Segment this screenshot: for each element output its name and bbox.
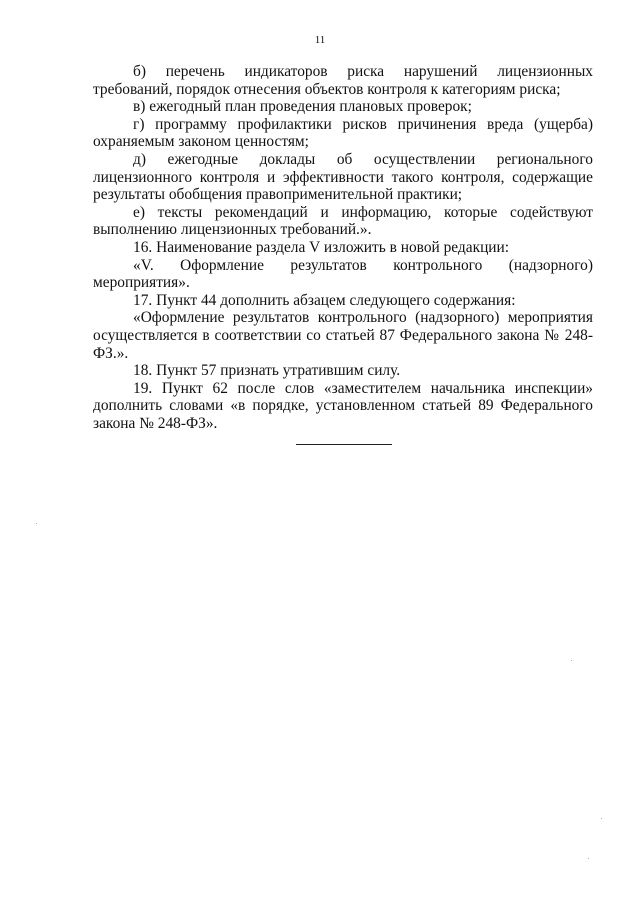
paragraph-d-annual-reports: д) ежегодные доклады об осуществлении регионального лицензионного контроля и эффективности такого контроля, содержащие результаты обобщения правоприменительной практики; — [93, 150, 593, 204]
separator-line — [296, 444, 392, 445]
paragraph-g-prevention-program: г) программу профилактики рисков причинения вреда (ущерба) охраняемым законом ценностям; — [93, 115, 593, 151]
section-v-title: «V. Оформление результатов контрольного (надзорного) мероприятия». — [93, 256, 593, 292]
document-body — [93, 63, 593, 432]
scan-speck — [36, 523, 37, 524]
item-16: 16. Наименование раздела V изложить в новой редакции: — [133, 238, 510, 256]
paragraph-e-recommendations: е) тексты рекомендаций и информацию, которые содействуют выполнению лицензионных требований.». — [93, 203, 593, 239]
scan-speck — [601, 818, 602, 819]
paragraph-b-risk-indicators: б) перечень индикаторов риска нарушений лицензионных требований, порядок отнесения объектов контроля к категориям риска; — [93, 63, 593, 98]
item-19: 19. Пункт 62 после слов «заместителем начальника инспекции» дополнить словами «в порядке, установленном статьей 89 Федерального закона № 248-ФЗ». — [93, 379, 593, 432]
item-17: 17. Пункт 44 дополнить абзацем следующего содержания: — [133, 291, 516, 309]
scan-speck — [571, 660, 572, 661]
paragraph-v-annual-plan: в) ежегодный план проведения плановых проверок; — [133, 98, 472, 116]
item-17-addition: «Оформление результатов контрольного (надзорного) мероприятия осуществляется в соответствии со статьей 87 Федерального закона № 248-ФЗ.». — [93, 309, 593, 362]
scan-speck — [588, 858, 589, 859]
page-number: 11 — [314, 34, 326, 46]
item-18: 18. Пункт 57 признать утратившим силу. — [133, 362, 401, 380]
